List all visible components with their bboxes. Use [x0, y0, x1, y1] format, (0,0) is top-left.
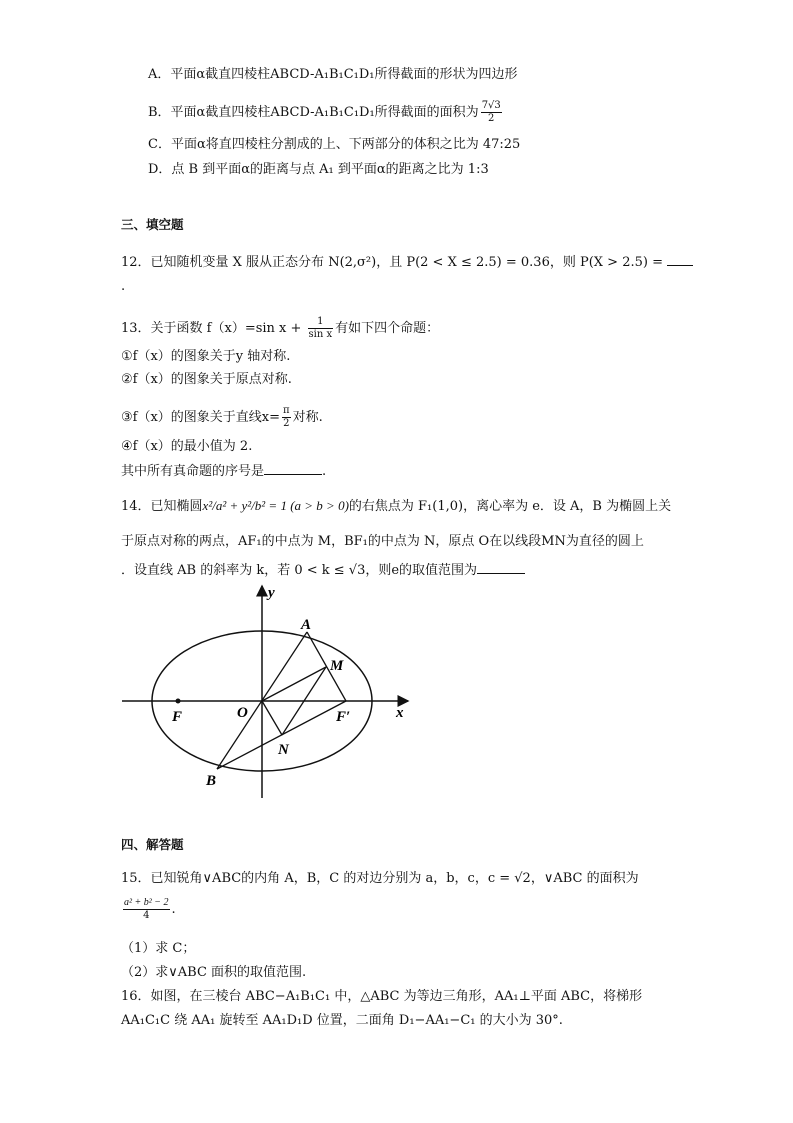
question-12 [121, 252, 693, 272]
question-14-line2: 于原点对称的两点，AF₁的中点为 M，BF₁的中点为 N，原点 O在以线段MN为直径的圆上 [121, 534, 644, 549]
label-x: x [396, 705, 404, 721]
label-b: B [206, 773, 217, 789]
question-13-suffix: 有如下四个命题： [335, 321, 440, 336]
question-16-line2: AA₁C₁C 绕 AA₁ 旋转至 AA₁D₁D 位置，二面角 D₁−AA₁−C₁ 的大小为 30°. [121, 1013, 563, 1028]
option-b-text: B．平面α截直四棱柱ABCD-A₁B₁C₁D₁所得截面的面积为 [148, 105, 479, 120]
question-13-period: . [322, 464, 327, 479]
section-title-solve: 四、解答题 [121, 837, 184, 852]
question-15-line1: 15．已知锐角∨ABC的内角 A，B，C 的对边分别为 a，b，c，c = √2，∨ABC 的面积为 [121, 871, 639, 886]
proposition-3-frac-den: 2 [283, 418, 290, 429]
segment-om [262, 667, 326, 701]
label-a: A [301, 617, 312, 633]
segment-on [262, 701, 282, 735]
answer-blank-14[interactable] [477, 560, 525, 574]
question-12-tail: . [121, 279, 126, 294]
question-15-frac-tail: . [171, 902, 176, 917]
label-o: O [237, 705, 248, 721]
question-15-part1: （1）求 C； [121, 941, 196, 956]
label-f: F [172, 709, 183, 725]
answer-blank-13[interactable] [264, 461, 322, 475]
proposition-4: ④f（x）的最小值为 2. [121, 439, 253, 454]
option-c: C．平面α将直四棱柱分割成的上、下两部分的体积之比为 47:25 [148, 137, 521, 152]
question-13-prefix: 13．关于函数 f（x）=sin x + [121, 321, 306, 336]
ellipse-equation: x²/a² + y²/b² = 1 (a > b > 0) [202, 498, 349, 513]
label-n: N [278, 742, 289, 758]
label-m: M [330, 658, 344, 674]
option-b [148, 100, 504, 125]
question-15-fraction [123, 897, 170, 922]
section-title-fill-blank: 三、填空题 [121, 217, 184, 232]
question-13-ask-text: 其中所有真命题的序号是 [121, 464, 265, 479]
label-f-prime: F′ [336, 709, 351, 725]
option-b-frac-num: 7√3 [481, 100, 501, 111]
question-13-frac-num: 1 [308, 316, 334, 329]
question-14-line1 [121, 497, 671, 516]
question-14-prefix: 14．已知椭圆 [121, 499, 203, 514]
question-14-suffix: 的右焦点为 F₁(1,0)，离心率为 e．设 A，B 为椭圆上关 [348, 499, 672, 514]
proposition-2: ②f（x）的图象关于原点对称. [121, 372, 292, 387]
proposition-3-fraction [282, 405, 291, 430]
proposition-1: ①f（x）的图象关于y 轴对称. [121, 349, 291, 364]
option-b-frac-den: 2 [488, 113, 495, 124]
label-y: y [268, 585, 275, 601]
question-16-line1: 16．如图，在三棱台 ABC−A₁B₁C₁ 中，△ABC 为等边三角形，AA₁⊥平面 ABC，将梯形 [121, 989, 643, 1004]
question-15-frac-num: a² + b² − 2 [124, 897, 169, 908]
question-14-line3-text: ．设直线 AB 的斜率为 k，若 0 < k ≤ √3，则e的取值范围为 [121, 563, 478, 578]
option-d: D．点 B 到平面α的距离与点 A₁ 到平面α的距离之比为 1:3 [148, 162, 489, 177]
option-b-fraction [481, 100, 502, 125]
question-13-fraction [308, 316, 334, 341]
ellipse-figure [110, 580, 420, 805]
question-13-frac-den: sin x [308, 329, 333, 340]
left-focus-point [176, 699, 181, 704]
proposition-3-frac-num: π [283, 405, 290, 416]
question-14-line3 [121, 560, 525, 580]
question-15-fraction-line [121, 897, 176, 922]
answer-blank-12[interactable] [667, 252, 693, 266]
question-15-frac-den: 4 [143, 910, 150, 921]
question-13 [121, 316, 439, 341]
proposition-3-text: ③f（x）的图象关于直线x= [121, 410, 281, 425]
question-15-part2: （2）求∨ABC 面积的取值范围. [121, 965, 307, 980]
proposition-3-suffix: 对称. [292, 410, 323, 425]
option-a: A．平面α截直四棱柱ABCD-A₁B₁C₁D₁所得截面的形状为四边形 [148, 67, 518, 82]
question-12-text: 12．已知随机变量 X 服从正态分布 N(2,σ²)，且 P(2 < X ≤ 2.5) = 0.36，则 P(X > 2.5) = [121, 255, 668, 270]
proposition-3 [121, 405, 323, 430]
question-13-ask [121, 461, 326, 481]
